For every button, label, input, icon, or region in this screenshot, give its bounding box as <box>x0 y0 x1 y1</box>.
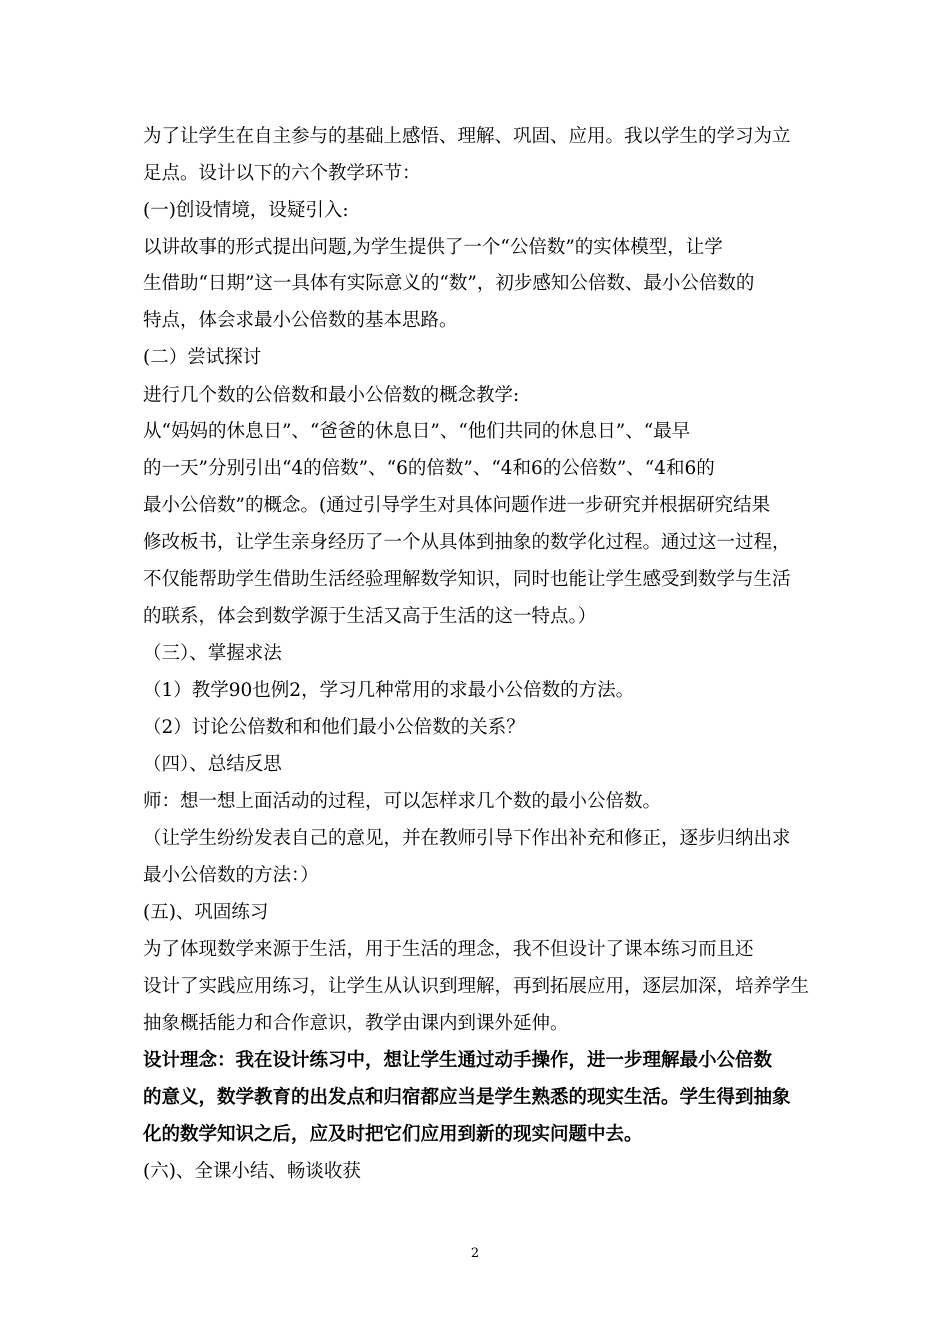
body-text-line: 的一天”分别引出“4的倍数”、“6的倍数”、“4和6的公倍数”、“4和6的 <box>143 458 715 479</box>
body-text-line: 设计了实践应用练习，让学生从认识到理解，再到拓展应用，逐层加深，培养学生 <box>143 976 810 997</box>
design-concept-line: 的意义，数学教育的出发点和归宿都应当是学生熟悉的现实生活。学生得到抽象 <box>143 1087 791 1108</box>
section-heading-4: （四）、总结反思 <box>143 754 282 775</box>
page-number: 2 <box>470 1246 480 1261</box>
section-heading-6: (六)、全课小结、畅谈收获 <box>143 1161 361 1182</box>
section-heading-1: (一)创设情境，设疑引入: <box>143 200 349 221</box>
body-text-line: 进行几个数的公倍数和最小公倍数的概念教学: <box>143 385 520 406</box>
list-item: （1）教学90也例2，学习几种常用的求最小公倍数的方法。 <box>143 680 635 701</box>
body-text-line: 不仅能帮助学生借助生活经验理解数学知识，同时也能让学生感受到数学与生活 <box>143 569 791 590</box>
section-heading-2: (二）尝试探讨 <box>143 347 262 368</box>
body-text-line: 为了让学生在自主参与的基础上感悟、理解、巩固、应用。我以学生的学习为立 <box>143 126 791 147</box>
body-text-line: 为了体现数学来源于生活，用于生活的理念，我不但设计了课本练习而且还 <box>143 939 754 960</box>
body-text-line: 抽象概括能力和合作意识，教学由课内到课外延伸。 <box>143 1013 569 1034</box>
body-text-line: 足点。设计以下的六个教学环节： <box>143 163 421 184</box>
section-heading-3: （三）、掌握求法 <box>143 643 282 664</box>
body-text-line: 以讲故事的形式提出问题,为学生提供了一个“公倍数”的实体模型，让学 <box>143 237 723 258</box>
body-text-line: 特点，体会求最小公倍数的基本思路。 <box>143 310 458 331</box>
list-item: （2）讨论公倍数和和他们最小公倍数的关系？ <box>143 717 525 738</box>
body-text-line: 最小公倍数的方法：） <box>143 865 319 886</box>
body-text-line: （让学生纷纷发表自己的意见，并在教师引导下作出补充和修正，逐步归纳出求 <box>143 828 791 849</box>
body-text-line: 从“妈妈的休息日”、“爸爸的休息日”、“他们共同的休息日”、“最早 <box>143 421 691 442</box>
body-text-line: 的联系，体会到数学源于生活又高于生活的这一特点。） <box>143 606 597 627</box>
body-text-line: 最小公倍数”的概念。(通过引导学生对具体问题作进一步研究并根据研究结果 <box>143 495 771 516</box>
body-text-line: 师：想一想上面活动的过程，可以怎样求几个数的最小公倍数。 <box>143 791 662 812</box>
design-concept-line: 化的数学知识之后，应及时把它们应用到新的现实问题中去。 <box>143 1124 643 1145</box>
body-text-line: 生借助“日期”这一具体有实际意义的“数”，初步感知公倍数、最小公倍数的 <box>143 273 755 294</box>
body-text-line: 修改板书，让学生亲身经历了一个从具体到抽象的数学化过程。通过这一过程， <box>143 532 791 553</box>
section-heading-5: (五)、巩固练习 <box>143 902 269 923</box>
design-concept-line: 设计理念：我在设计练习中，想让学生通过动手操作，进一步理解最小公倍数 <box>143 1050 773 1071</box>
